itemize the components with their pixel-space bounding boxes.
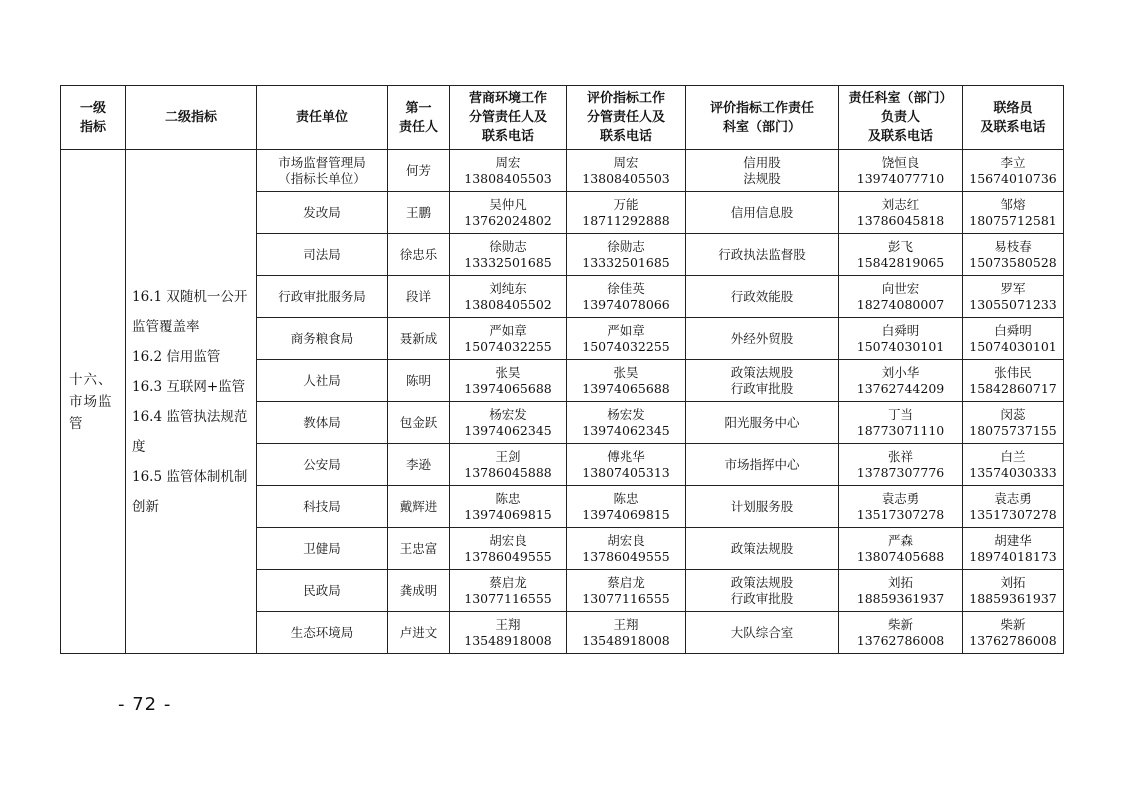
dept-head-contact-line: 白舜明 — [881, 322, 920, 338]
dept-head-contact-line: 18859361937 — [856, 590, 945, 606]
dept-head-contact-cell — [839, 486, 963, 528]
header-line: 分管责任人及 — [468, 110, 547, 125]
first-responsible-line: 龚成明 — [399, 582, 438, 598]
business-env-contact-line: 13974069815 — [464, 506, 552, 522]
responsible-unit-line: 行政审批服务局 — [278, 288, 366, 304]
responsible-unit-cell — [257, 150, 388, 192]
eval-dept-line: 大队综合室 — [730, 624, 794, 640]
liaison-contact-cell — [963, 570, 1064, 612]
first-responsible-cell — [388, 192, 450, 234]
liaison-contact-cell — [963, 192, 1064, 234]
business-env-contact-line: 胡宏良 — [489, 532, 527, 548]
liaison-contact-line: 罗军 — [1000, 280, 1026, 296]
eval-indicator-contact-cell — [567, 570, 686, 612]
responsible-unit-cell — [257, 486, 388, 528]
first-responsible-line: 徐忠乐 — [399, 246, 438, 262]
eval-indicator-contact-line: 13974069815 — [582, 506, 670, 522]
first-responsible-line: 段详 — [405, 288, 431, 304]
first-responsible-line: 李逊 — [405, 456, 431, 472]
responsible-unit-line: 发改局 — [303, 204, 341, 220]
dept-head-contact-line: 袁志勇 — [881, 490, 920, 506]
business-env-contact-line: 王翔 — [495, 616, 521, 632]
header-line: 责任科室（部门） — [848, 91, 953, 106]
eval-dept-cell — [686, 528, 839, 570]
eval-indicator-contact-cell — [567, 360, 686, 402]
liaison-contact-line: 邹熔 — [1000, 196, 1026, 212]
liaison-contact-line: 白舜明 — [994, 322, 1032, 338]
liaison-contact-line: 13574030333 — [969, 464, 1057, 480]
header-eval-dept — [686, 86, 839, 150]
responsible-unit-line: （指标长单位） — [278, 170, 366, 186]
eval-dept-line: 计划服务股 — [730, 498, 794, 514]
eval-dept-cell — [686, 318, 839, 360]
first-responsible-cell — [388, 150, 450, 192]
eval-indicator-contact-line: 13077116555 — [582, 590, 670, 606]
eval-indicator-contact-line: 万能 — [613, 196, 639, 212]
business-env-contact-line: 13786045888 — [464, 464, 552, 480]
eval-indicator-contact-line: 傅兆华 — [607, 448, 645, 464]
business-env-contact-line: 张昊 — [495, 364, 521, 380]
business-env-contact-line: 13077116555 — [464, 590, 552, 606]
business-env-contact-cell — [450, 612, 567, 654]
business-env-contact-line: 蔡启龙 — [489, 574, 527, 590]
first-responsible-line: 卢进文 — [399, 624, 438, 640]
dept-head-contact-line: 13517307278 — [856, 506, 945, 522]
liaison-contact-line: 白兰 — [1000, 448, 1026, 464]
header-dept-head-contact — [839, 86, 963, 150]
first-responsible-line: 王忠富 — [399, 540, 438, 556]
responsible-unit-cell — [257, 528, 388, 570]
header-first-responsible — [388, 86, 450, 150]
dept-head-contact-line: 刘拓 — [887, 574, 913, 590]
dept-head-contact-line: 刘志红 — [881, 196, 920, 212]
business-env-contact-line: 15074032255 — [464, 338, 552, 354]
header-line: 一级 — [79, 100, 106, 116]
liaison-contact-line: 张伟民 — [994, 364, 1032, 380]
business-env-contact-line: 严如章 — [489, 322, 527, 338]
eval-indicator-contact-cell — [567, 318, 686, 360]
level1-indicator-line: 十六、 — [69, 371, 113, 388]
dept-head-contact-line: 彭飞 — [887, 238, 913, 254]
dept-head-contact-line: 18274080007 — [856, 296, 945, 312]
eval-indicator-contact-cell — [567, 192, 686, 234]
dept-head-contact-line: 15842819065 — [856, 254, 945, 270]
header-line: 及联系电话 — [867, 129, 933, 144]
responsible-unit-cell — [257, 276, 388, 318]
liaison-contact-line: 袁志勇 — [994, 490, 1032, 506]
liaison-contact-line: 13055071233 — [969, 296, 1057, 312]
dept-head-contact-cell — [839, 360, 963, 402]
liaison-contact-line: 18974018173 — [969, 548, 1057, 564]
eval-indicator-contact-line: 蔡启龙 — [607, 574, 645, 590]
header-level1 — [61, 86, 126, 150]
level1-indicator-cell — [61, 150, 126, 654]
level2-indicator-line: 度 — [132, 438, 146, 455]
business-env-contact-line: 13974062345 — [464, 422, 552, 438]
eval-indicator-contact-line: 杨宏发 — [607, 406, 645, 422]
eval-dept-cell — [686, 192, 839, 234]
eval-indicator-contact-line: 严如章 — [607, 322, 645, 338]
eval-indicator-contact-line: 13808405503 — [582, 170, 670, 186]
eval-indicator-contact-line: 13807405313 — [582, 464, 670, 480]
responsible-unit-line: 卫健局 — [303, 540, 341, 556]
header-eval-indicator-contact — [567, 86, 686, 150]
dept-head-contact-line: 18773071110 — [856, 422, 945, 438]
responsible-unit-cell — [257, 192, 388, 234]
business-env-contact-line: 吴仲凡 — [489, 196, 527, 212]
liaison-contact-cell — [963, 402, 1064, 444]
eval-indicator-contact-cell — [567, 444, 686, 486]
header-line: 负责人 — [880, 110, 920, 125]
liaison-contact-cell — [963, 318, 1064, 360]
table-row — [61, 150, 1064, 192]
responsible-unit-line: 生态环境局 — [290, 624, 354, 640]
responsible-unit-cell — [257, 318, 388, 360]
eval-dept-line: 信用股 — [743, 154, 781, 170]
responsible-unit-line: 司法局 — [303, 246, 341, 262]
dept-head-contact-line: 13762786008 — [856, 632, 945, 648]
eval-indicator-contact-line: 王翔 — [613, 616, 639, 632]
header-line: 营商环境工作 — [468, 91, 547, 106]
responsible-unit-cell — [257, 234, 388, 276]
eval-indicator-contact-cell — [567, 150, 686, 192]
eval-indicator-contact-line: 13786049555 — [582, 548, 670, 564]
level2-indicator-line: 16.3 互联网+监管 — [132, 378, 246, 395]
liaison-contact-line: 15073580528 — [969, 254, 1057, 270]
business-env-contact-line: 13332501685 — [464, 254, 552, 270]
first-responsible-line: 包金跃 — [399, 414, 438, 430]
eval-indicator-contact-line: 徐佳英 — [607, 280, 645, 296]
dept-head-contact-line: 13762744209 — [856, 380, 945, 396]
responsible-unit-cell — [257, 612, 388, 654]
level2-indicators-cell — [126, 150, 257, 654]
eval-dept-line: 市场指挥中心 — [724, 456, 800, 472]
header-line: 指标 — [79, 119, 106, 135]
liaison-contact-cell — [963, 444, 1064, 486]
business-env-contact-line: 周宏 — [495, 154, 521, 170]
responsible-unit-cell — [257, 402, 388, 444]
first-responsible-cell — [388, 234, 450, 276]
eval-dept-line: 外经外贸股 — [730, 330, 794, 346]
liaison-contact-line: 15842860717 — [969, 380, 1057, 396]
responsibility-table — [60, 85, 1064, 654]
eval-dept-line: 政策法规股 — [730, 540, 794, 556]
business-env-contact-line: 13974065688 — [464, 380, 552, 396]
business-env-contact-cell — [450, 570, 567, 612]
eval-dept-line: 信用信息股 — [730, 204, 794, 220]
level2-indicator-line: 16.2 信用监管 — [132, 348, 221, 365]
dept-head-contact-line: 13807405688 — [856, 548, 945, 564]
eval-indicator-contact-cell — [567, 612, 686, 654]
eval-indicator-contact-cell — [567, 276, 686, 318]
header-line: 评价指标工作责任 — [709, 100, 814, 116]
eval-dept-line: 行政审批股 — [730, 380, 794, 396]
first-responsible-cell — [388, 612, 450, 654]
first-responsible-cell — [388, 276, 450, 318]
business-env-contact-line: 13808405502 — [464, 296, 552, 312]
eval-dept-cell — [686, 444, 839, 486]
eval-indicator-contact-cell — [567, 234, 686, 276]
responsible-unit-line: 民政局 — [303, 582, 341, 598]
dept-head-contact-line: 向世宏 — [881, 280, 920, 296]
eval-dept-line: 行政执法监督股 — [718, 246, 806, 262]
eval-indicator-contact-line: 13974062345 — [582, 422, 670, 438]
first-responsible-line: 何芳 — [405, 162, 431, 178]
header-line: 责任单位 — [295, 110, 348, 125]
business-env-contact-cell — [450, 486, 567, 528]
first-responsible-cell — [388, 318, 450, 360]
liaison-contact-line: 李立 — [1000, 154, 1026, 170]
business-env-contact-line: 王剑 — [495, 448, 521, 464]
liaison-contact-cell — [963, 528, 1064, 570]
dept-head-contact-cell — [839, 402, 963, 444]
responsible-unit-line: 公安局 — [303, 456, 341, 472]
business-env-contact-cell — [450, 444, 567, 486]
eval-dept-cell — [686, 150, 839, 192]
eval-indicator-contact-line: 徐勋志 — [607, 238, 645, 254]
dept-head-contact-cell — [839, 444, 963, 486]
business-env-contact-cell — [450, 318, 567, 360]
first-responsible-line: 王鹏 — [405, 204, 431, 220]
dept-head-contact-line: 15074030101 — [856, 338, 945, 354]
level2-indicator-line: 16.1 双随机一公开 — [132, 288, 248, 305]
liaison-contact-line: 18075737155 — [969, 422, 1057, 438]
header-line: 科室（部门） — [722, 119, 801, 135]
liaison-contact-cell — [963, 276, 1064, 318]
header-unit — [257, 86, 388, 150]
level2-indicator-line: 监管覆盖率 — [132, 318, 200, 335]
level2-indicator-line: 创新 — [132, 498, 159, 515]
eval-dept-cell — [686, 402, 839, 444]
dept-head-contact-cell — [839, 276, 963, 318]
header-business-env-contact — [450, 86, 567, 150]
level2-indicator-line: 16.4 监管执法规范 — [132, 408, 248, 425]
eval-indicator-contact-line: 13548918008 — [582, 632, 670, 648]
dept-head-contact-line: 张祥 — [887, 448, 913, 464]
dept-head-contact-cell — [839, 528, 963, 570]
liaison-contact-line: 胡建华 — [994, 532, 1032, 548]
responsible-unit-line: 科技局 — [303, 498, 341, 514]
responsible-unit-cell — [257, 570, 388, 612]
eval-indicator-contact-line: 13332501685 — [582, 254, 670, 270]
eval-dept-line: 阳光服务中心 — [724, 414, 800, 430]
liaison-contact-cell — [963, 360, 1064, 402]
eval-indicator-contact-cell — [567, 528, 686, 570]
eval-dept-cell — [686, 570, 839, 612]
eval-dept-line: 政策法规股 — [730, 364, 794, 380]
responsible-unit-line: 市场监督管理局 — [278, 154, 366, 170]
header-line: 联络员 — [993, 100, 1033, 116]
liaison-contact-line: 13762786008 — [969, 632, 1057, 648]
dept-head-contact-cell — [839, 150, 963, 192]
first-responsible-cell — [388, 528, 450, 570]
eval-dept-cell — [686, 276, 839, 318]
dept-head-contact-line: 刘小华 — [881, 364, 920, 380]
eval-indicator-contact-line: 陈忠 — [613, 490, 639, 506]
header-line: 联系电话 — [599, 129, 652, 144]
dept-head-contact-line: 13787307776 — [856, 464, 945, 480]
responsible-unit-cell — [257, 444, 388, 486]
business-env-contact-line: 13762024802 — [464, 212, 552, 228]
eval-indicator-contact-line: 13974065688 — [582, 380, 670, 396]
liaison-contact-cell — [963, 234, 1064, 276]
dept-head-contact-cell — [839, 318, 963, 360]
business-env-contact-line: 陈忠 — [495, 490, 521, 506]
dept-head-contact-line: 13974077710 — [856, 170, 945, 186]
business-env-contact-line: 13786049555 — [464, 548, 552, 564]
eval-indicator-contact-line: 周宏 — [613, 154, 639, 170]
dept-head-contact-cell — [839, 192, 963, 234]
liaison-contact-cell — [963, 612, 1064, 654]
eval-dept-line: 行政效能股 — [730, 288, 794, 304]
eval-dept-line: 政策法规股 — [730, 574, 794, 590]
dept-head-contact-line: 13786045818 — [856, 212, 945, 228]
eval-indicator-contact-cell — [567, 402, 686, 444]
header-line: 责任人 — [398, 119, 438, 135]
business-env-contact-line: 13808405503 — [464, 170, 552, 186]
header-line: 及联系电话 — [980, 119, 1046, 135]
eval-dept-cell — [686, 612, 839, 654]
header-level2 — [126, 86, 257, 150]
responsible-unit-line: 人社局 — [303, 372, 341, 388]
dept-head-contact-cell — [839, 612, 963, 654]
level1-indicator-line: 市场监 — [69, 393, 113, 410]
header-line: 第一 — [405, 100, 432, 116]
eval-indicator-contact-line: 15074032255 — [582, 338, 670, 354]
header-liaison-contact — [963, 86, 1064, 150]
liaison-contact-line: 13517307278 — [969, 506, 1057, 522]
first-responsible-cell — [388, 402, 450, 444]
first-responsible-cell — [388, 486, 450, 528]
eval-dept-cell — [686, 234, 839, 276]
eval-dept-line: 法规股 — [743, 170, 781, 186]
eval-indicator-contact-line: 胡宏良 — [607, 532, 645, 548]
business-env-contact-cell — [450, 234, 567, 276]
eval-dept-cell — [686, 360, 839, 402]
eval-indicator-contact-line: 张昊 — [613, 364, 639, 380]
level2-indicator-line: 16.5 监管体制机制 — [132, 468, 248, 485]
eval-indicator-contact-cell — [567, 486, 686, 528]
page-number: - 72 - — [118, 694, 172, 715]
eval-dept-line: 行政审批股 — [730, 590, 794, 606]
liaison-contact-line: 闵蕊 — [1000, 406, 1026, 422]
first-responsible-cell — [388, 570, 450, 612]
business-env-contact-cell — [450, 402, 567, 444]
liaison-contact-line: 易枝春 — [994, 238, 1032, 254]
dept-head-contact-line: 柴新 — [887, 616, 913, 632]
business-env-contact-cell — [450, 528, 567, 570]
liaison-contact-cell — [963, 150, 1064, 192]
liaison-contact-line: 18075712581 — [969, 212, 1057, 228]
header-line: 二级指标 — [164, 110, 217, 125]
business-env-contact-line: 13548918008 — [464, 632, 552, 648]
responsible-unit-cell — [257, 360, 388, 402]
level1-indicator-line: 管 — [69, 415, 84, 432]
business-env-contact-line: 杨宏发 — [489, 406, 527, 422]
business-env-contact-line: 徐勋志 — [489, 238, 527, 254]
business-env-contact-cell — [450, 192, 567, 234]
first-responsible-line: 聂新成 — [399, 330, 438, 346]
liaison-contact-cell — [963, 486, 1064, 528]
business-env-contact-cell — [450, 276, 567, 318]
first-responsible-line: 陈明 — [405, 372, 431, 388]
liaison-contact-line: 刘拓 — [1000, 574, 1026, 590]
header-line: 分管责任人及 — [586, 110, 665, 125]
business-env-contact-line: 刘纯东 — [489, 280, 527, 296]
liaison-contact-line: 15674010736 — [969, 170, 1057, 186]
header-line: 评价指标工作 — [586, 91, 665, 106]
business-env-contact-cell — [450, 360, 567, 402]
liaison-contact-line: 18859361937 — [969, 590, 1057, 606]
header-line: 联系电话 — [481, 129, 534, 144]
liaison-contact-line: 柴新 — [1000, 616, 1026, 632]
dept-head-contact-line: 严森 — [887, 532, 913, 548]
business-env-contact-cell — [450, 150, 567, 192]
first-responsible-cell — [388, 444, 450, 486]
first-responsible-cell — [388, 360, 450, 402]
eval-dept-cell — [686, 486, 839, 528]
dept-head-contact-cell — [839, 570, 963, 612]
liaison-contact-line: 15074030101 — [969, 338, 1057, 354]
first-responsible-line: 戴辉进 — [399, 498, 438, 514]
responsible-unit-line: 商务粮食局 — [290, 330, 354, 346]
dept-head-contact-line: 丁当 — [887, 406, 913, 422]
header-row — [61, 86, 1064, 150]
dept-head-contact-cell — [839, 234, 963, 276]
eval-indicator-contact-line: 13974078066 — [582, 296, 670, 312]
eval-indicator-contact-line: 18711292888 — [582, 212, 670, 228]
responsible-unit-line: 教体局 — [303, 414, 341, 430]
dept-head-contact-line: 饶恒良 — [881, 154, 920, 170]
